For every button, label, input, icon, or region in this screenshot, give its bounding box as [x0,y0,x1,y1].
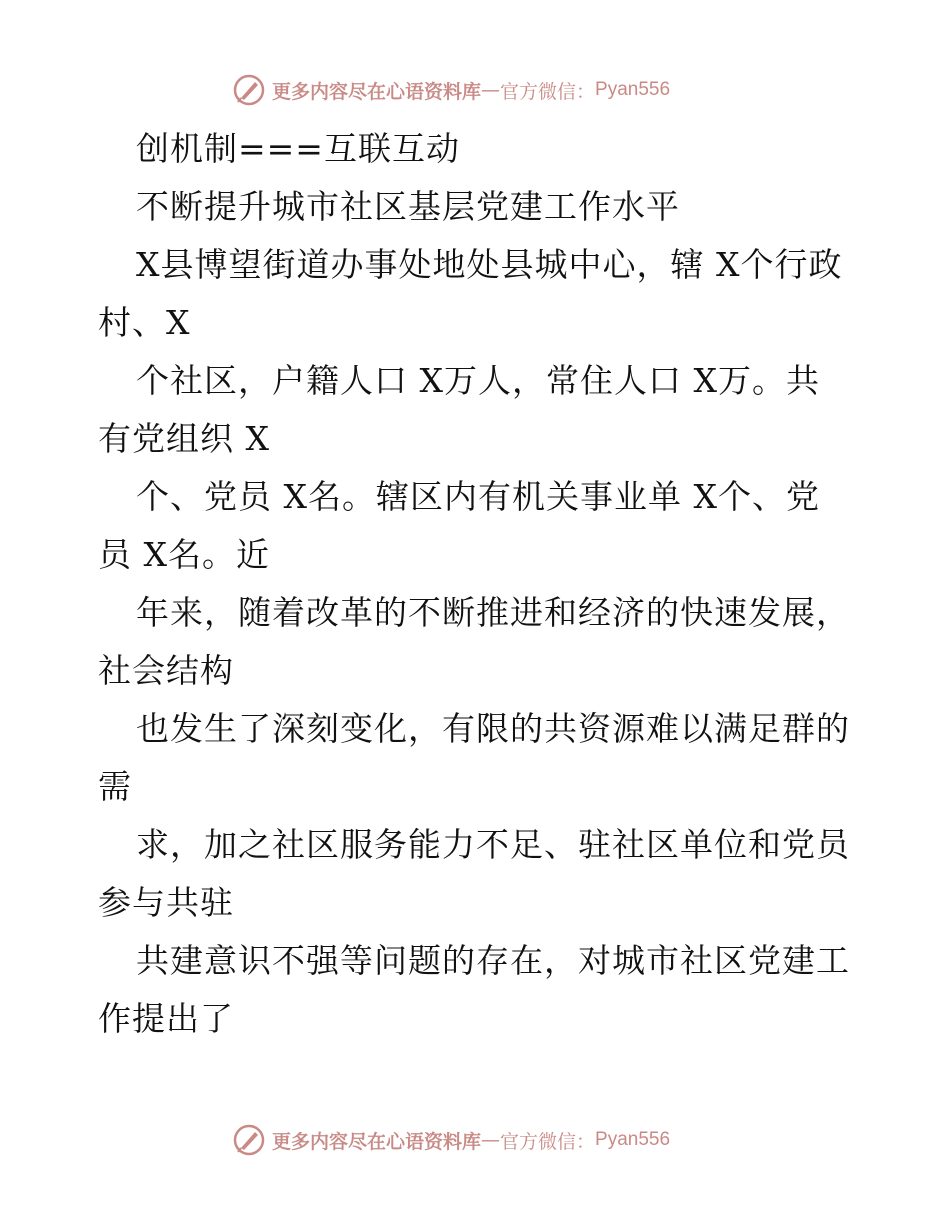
text-line: 参与共驻 [98,883,234,922]
text-line: 也发生了深刻变化，有限的共资源难以满足群的 [136,709,850,748]
text-line: 个社区，户籍人口 X万人，常住人口 X万。共 [136,361,820,400]
feather-quill-logo-icon [232,73,266,107]
banner-dash: — [481,1129,501,1151]
text-line: 不断提升城市社区基层党建工作水平 [136,187,680,226]
footer-watermark-banner [232,1120,752,1160]
header-watermark-banner [232,70,752,110]
text-line: 村、X [98,303,191,342]
text-line: 有党组织 X [98,419,270,458]
text-line: 共建意识不强等问题的存在，对城市社区党建工 [136,941,850,980]
banner-main-text: 更多内容尽在心语资料库 [272,80,482,103]
text-line: 员 X名。近 [98,535,270,574]
text-line: 年来，随着改革的不断推进和经济的快速发展， [136,593,850,632]
text-line: 作提出了 [98,999,234,1038]
banner-wechat-id: Pyan556 [595,1129,671,1150]
feather-quill-logo-icon [232,1123,266,1157]
banner-sub-text: 官方微信： [500,80,596,103]
banner-main-text: 更多内容尽在心语资料库 [272,1130,482,1153]
text-line: 求，加之社区服务能力不足、驻社区单位和党员 [136,825,850,864]
text-line: X县博望街道办事处地处县城中心，辖 X个行政 [136,245,843,284]
text-line: 社会结构 [98,651,234,690]
text-line: 个、党员 X名。辖区内有机关事业单 X个、党 [136,477,820,516]
text-line: 需 [98,767,132,806]
text-line: 创机制===互联互动 [136,129,460,168]
banner-sub-text: 官方微信： [500,1130,596,1153]
banner-dash: — [481,79,501,101]
banner-wechat-id: Pyan556 [595,79,671,100]
document-body [98,120,868,1048]
